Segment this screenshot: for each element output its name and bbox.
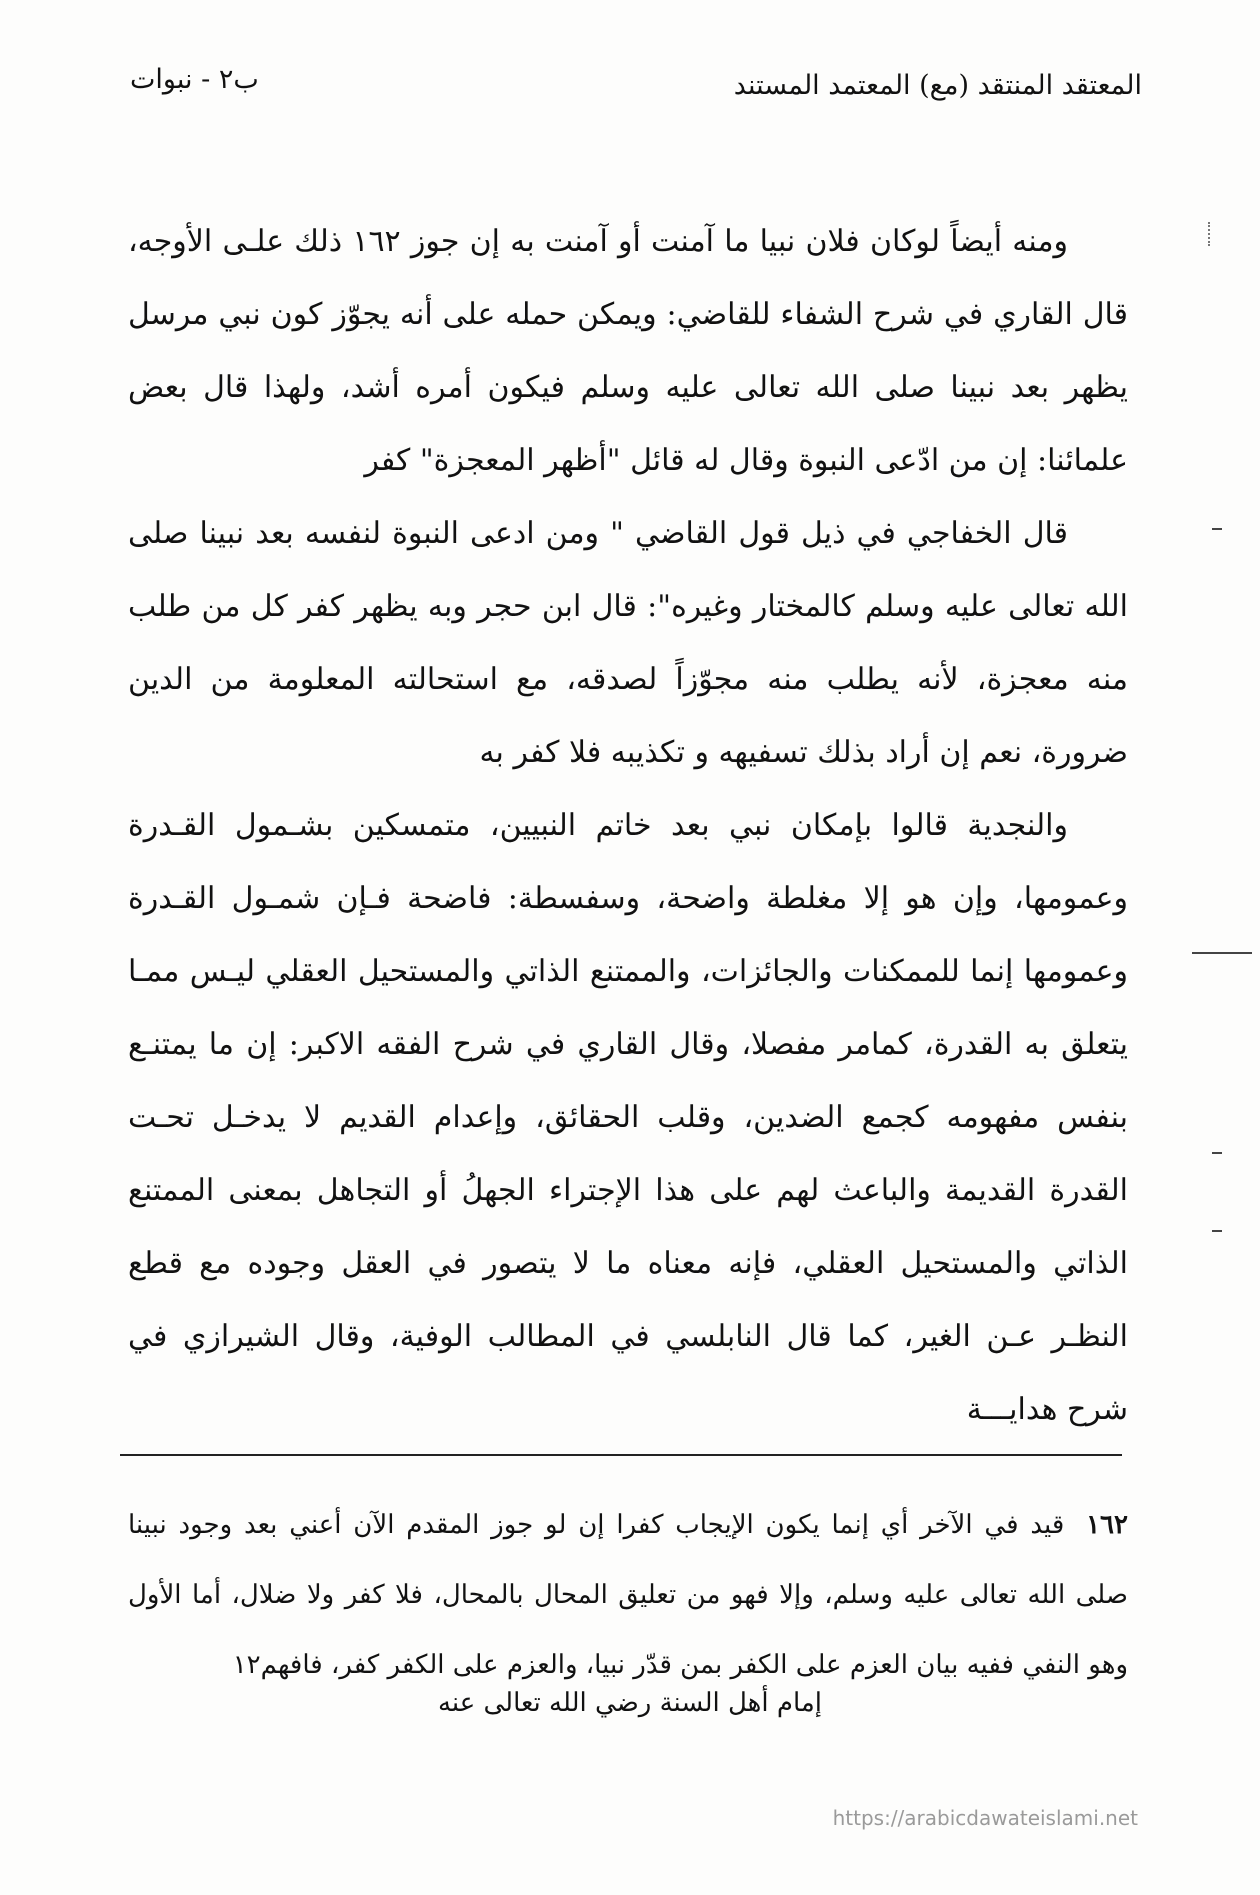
margin-tick-mark [1212, 1152, 1222, 1154]
footnote-text: قيد في الآخر أي إنما يكون الإيجاب كفرا إن لو جوز المقدم الآن أعني بعد وجود نبينا صلى الله تعالى عليه وسلم، وإلا فهو من تعليق المحال بالمحال، فلا كفر ولا ضلال، أما الأول وهو النفي ففيه بيان العزم على الكفر بمن قدّر نبيا، والعزم على الكفر كفر، فافهم١٢ [128, 1510, 1128, 1680]
margin-dots-mark [1208, 222, 1214, 246]
footnote-separator [120, 1454, 1122, 1456]
margin-tick-mark [1212, 528, 1222, 530]
body-paragraph: قال الخفاجي في ذيل قول القاضي " ومن ادعى النبوة لنفسه بعد نبينا صلى الله تعالى عليه وسلم كالمختار وغيره": قال ابن حجر وبه يظهر كفر كل من طلب منه معجزة، لأنه يطلب منه مجوّزاً لصدقه، مع استحالته المعلومة من الدين ضرورة، نعم إن أراد بذلك تسفيهه و تكذيبه فلا كفر به [128, 516, 1128, 770]
body-text [128, 205, 1128, 1446]
margin-tick-mark [1212, 1230, 1222, 1232]
watermark-url: https://arabicdawateislami.net [832, 1806, 1138, 1830]
body-paragraph: والنجدية قالوا بإمكان نبي بعد خاتم النبيين، متمسكين بشـمول القـدرة وعمومها، وإن هو إلا مغلطة واضحة، وسفسطة: فاضحة فـإن شمـول القـدرة وعمومها إنما للممكنات والجائزات، والممتنع الذاتي والمستحيل العقلي ليـس ممـا يتعلق به القدرة، كمامر مفصلا، وقال القاري في شرح الفقه الاكبر: إن ما يمتنـع بنفس مفهومه كجمع الضدين، وقلب الحقائق، وإعدام القديم لا يدخـل تحـت القدرة القديمة والباعث لهم على هذا الإجتراء الجهلُ أو التجاهل بمعنى الممتنع الذاتي والمستحيل العقلي، فإنه معناه ما لا يتصور في العقل وجوده مع قطع النظـر عـن الغير، كما قال النابلسي في المطالب الوفية، وقال الشيرازي في شرح هدايـــة [128, 808, 1129, 1427]
footnote [128, 1490, 1128, 1700]
body-paragraph: ومنه أيضاً لوكان فلان نبيا ما آمنت أو آمنت به إن جوز ١٦٢ ذلك علـى الأوجه، قال القاري في شرح الشفاء للقاضي: ويمكن حمله على أنه يجوّز كون نبي مرسل يظهر بعد نبينا صلى الله تعالى عليه وسلم فيكون أمره أشد، ولهذا قال بعض علمائنا: إن من ادّعى النبوة وقال له قائل "أظهر المعجزة" كفر [128, 224, 1128, 478]
running-head-section: ب۲ - نبوات [130, 64, 259, 95]
footnote-signature: إمام أهل السنة رضي الله تعالى عنه [437, 1688, 823, 1718]
footnote-number: ١٦٢ [1086, 1510, 1128, 1540]
running-head-title: المعتقد المنتقد (مع) المعتمد المستند [733, 70, 1142, 101]
margin-long-mark [1192, 952, 1252, 954]
